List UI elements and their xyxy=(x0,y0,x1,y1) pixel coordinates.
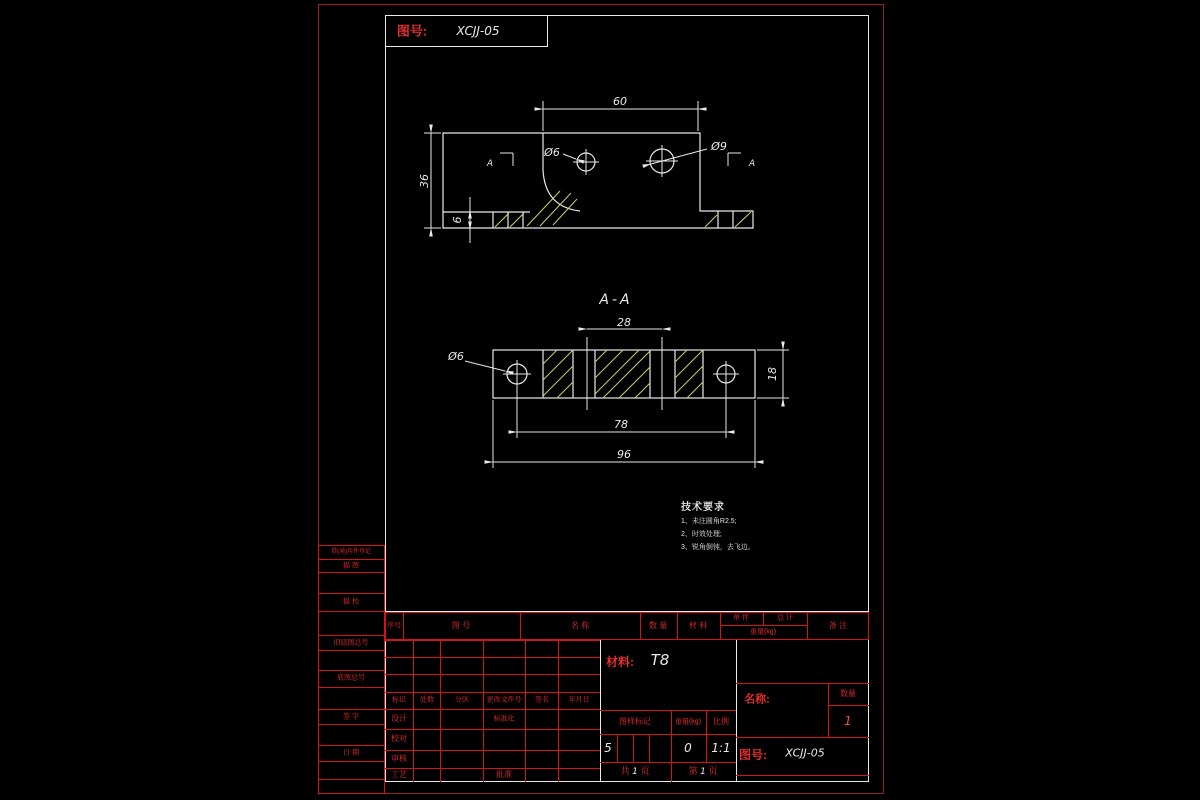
divider-line xyxy=(318,593,385,594)
divider-line xyxy=(600,734,736,735)
name-label: 名称: xyxy=(744,693,770,706)
divider-line xyxy=(318,687,385,688)
divider-line xyxy=(318,779,385,780)
rev-col-docno: 更改文件号 xyxy=(486,696,522,704)
margin-date: 日 期 xyxy=(343,749,359,757)
weight-header: 重量(kg) xyxy=(674,718,702,726)
rev-row-process: 工艺 xyxy=(391,770,407,779)
divider-line xyxy=(720,612,721,640)
rev-col-count: 处数 xyxy=(420,696,434,704)
page-no-prefix: 第 xyxy=(688,766,698,776)
rev-row-check: 校对 xyxy=(391,734,407,743)
mark-header: 图样标记 xyxy=(619,717,651,726)
section-title: A-A xyxy=(599,292,633,308)
divider-line xyxy=(828,683,829,737)
margin-old-base-no: 旧底图总号 xyxy=(333,639,369,647)
total-pages-num: 1 xyxy=(632,767,638,777)
parts-col-total: 总 计 xyxy=(777,614,793,622)
scale-value: 1:1 xyxy=(711,741,731,755)
dim-28: 28 xyxy=(617,316,631,329)
dim-96: 96 xyxy=(617,448,631,461)
divider-line xyxy=(318,635,385,636)
divider-line xyxy=(483,640,484,782)
front-view xyxy=(418,95,755,243)
divider-line xyxy=(558,640,559,782)
divider-line xyxy=(600,762,736,763)
divider-line xyxy=(403,612,404,640)
divider-line xyxy=(828,705,869,706)
divider-line xyxy=(318,650,385,651)
margin-base-no: 底图总号 xyxy=(337,674,365,682)
margin-borrow-record: 借(通)用件登记 xyxy=(331,549,371,555)
divider-line xyxy=(525,640,526,782)
tech-req-item: 2、时效处理; xyxy=(681,531,722,538)
parts-col-mat: 材 料 xyxy=(688,621,708,630)
title-block-divider xyxy=(600,640,601,782)
drawing-number-value: XCJJ-05 xyxy=(456,24,500,38)
divider-line xyxy=(385,709,600,710)
total-pages-prefix: 共 xyxy=(620,766,630,776)
rev-col-mark: 标记 xyxy=(392,696,406,704)
divider-line xyxy=(600,710,736,711)
divider-line xyxy=(763,612,764,625)
total-pages-suffix: 页 xyxy=(640,766,650,776)
page-no-suffix: 页 xyxy=(708,766,718,776)
weight-value: 0 xyxy=(684,741,692,755)
margin-trace: 描 图 xyxy=(343,562,359,570)
tech-req-item: 1、未注圆角R2.5; xyxy=(681,518,737,525)
divider-line xyxy=(706,710,707,762)
rev-col-zone: 分区 xyxy=(455,696,469,704)
margin-trace-check: 描 校 xyxy=(343,598,359,606)
divider-line xyxy=(520,612,521,640)
page-number xyxy=(689,767,718,777)
hole-small-callout: Ø6 xyxy=(544,146,560,159)
divider-line xyxy=(807,612,808,640)
technical-requirements xyxy=(681,498,755,552)
rev-col-date: 年月日 xyxy=(568,696,590,704)
divider-line xyxy=(385,750,600,751)
parts-col-no: 序号 xyxy=(387,622,401,630)
parts-col-name: 名 称 xyxy=(570,621,590,630)
dim-60: 60 xyxy=(613,95,627,108)
bottom-dwgno-label: 图号: xyxy=(739,748,767,762)
divider-line xyxy=(736,775,869,776)
divider-line xyxy=(671,710,672,782)
divider-line xyxy=(440,640,441,782)
material-value: T8 xyxy=(650,651,670,669)
divider-line xyxy=(736,737,869,738)
tech-req-title: 技术要求 xyxy=(681,502,725,513)
dim-36: 36 xyxy=(418,174,431,188)
divider-line xyxy=(649,734,650,762)
hole-large-callout: Ø9 xyxy=(711,140,727,153)
bottom-dwgno-value: XCJJ-05 xyxy=(785,746,825,760)
margin-signature: 签 字 xyxy=(343,713,359,721)
drawing-number-label: 图号: xyxy=(396,23,428,39)
tech-req-item: 3、锐角倒钝，去飞边。 xyxy=(681,544,755,551)
divider-line xyxy=(318,761,385,762)
divider-line xyxy=(318,611,385,612)
divider-line xyxy=(413,640,414,782)
divider-line xyxy=(640,612,641,640)
section-hole-callout: Ø6 xyxy=(448,350,464,363)
rev-approval: 批准 xyxy=(496,770,512,779)
divider-line xyxy=(318,559,385,560)
divider-line xyxy=(633,734,634,762)
divider-line xyxy=(318,709,385,710)
parts-col-dwg: 图 号 xyxy=(451,621,471,630)
title-block-divider xyxy=(736,640,737,782)
rev-col-sign: 签名 xyxy=(535,696,549,704)
divider-line xyxy=(385,640,600,641)
parts-col-unit: 单 件 xyxy=(733,614,749,622)
dim-78: 78 xyxy=(614,418,628,431)
qty-value: 1 xyxy=(844,714,852,728)
divider-line xyxy=(385,692,600,693)
divider-line xyxy=(318,745,385,746)
divider-line xyxy=(318,572,385,573)
divider-line xyxy=(385,674,600,675)
scale-header: 比例 xyxy=(713,717,729,726)
divider-line xyxy=(318,724,385,725)
rev-row-audit: 审核 xyxy=(391,754,407,763)
divider-line xyxy=(720,625,807,626)
divider-line xyxy=(385,768,600,769)
divider-line xyxy=(617,734,618,762)
parts-col-weight: 重量(kg) xyxy=(749,628,777,636)
material-label: 材料: xyxy=(606,655,634,669)
divider-line xyxy=(736,683,869,684)
mark-value: 5 xyxy=(604,741,612,755)
rev-row-design: 设计 xyxy=(391,714,407,723)
parts-col-qty: 数 量 xyxy=(648,621,668,630)
divider-line xyxy=(385,657,600,658)
page-no-num: 1 xyxy=(700,767,706,777)
section-mark-right: A xyxy=(748,159,756,169)
section-mark-left: A xyxy=(486,159,494,169)
qty-header: 数量 xyxy=(840,689,856,698)
dim-18: 18 xyxy=(766,367,779,381)
divider-line xyxy=(677,612,678,640)
dim-6: 6 xyxy=(451,216,464,224)
total-pages xyxy=(621,767,650,777)
divider-line xyxy=(318,670,385,671)
rev-standardization: 标准化 xyxy=(493,715,515,723)
parts-col-note: 备 注 xyxy=(828,621,848,630)
divider-line xyxy=(385,729,600,730)
section-view xyxy=(447,292,789,468)
